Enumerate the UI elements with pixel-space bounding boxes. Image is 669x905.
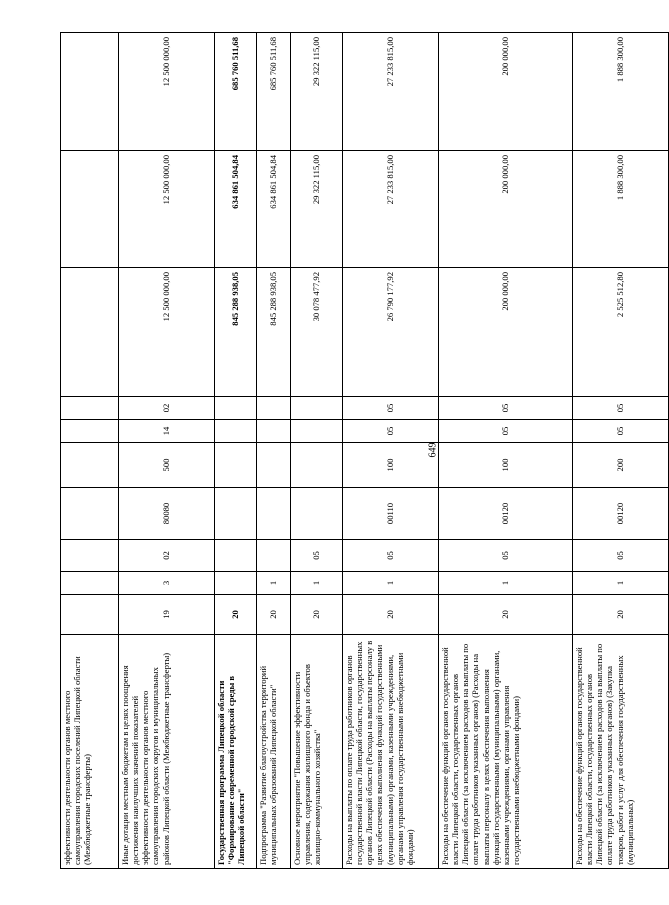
code-cell [215,443,257,488]
code-cell: 1 [291,572,343,595]
code-cell: 05 [573,540,669,572]
amount-cell: 26 790 177,92 [343,268,439,397]
code-cell [257,540,291,572]
code-cell [61,488,119,540]
code-cell: 20 [215,595,257,635]
code-cell: 00110 [343,488,439,540]
amount-cell: 634 861 504,84 [257,151,291,268]
row-description: Расходы на обеспечение функций органов государственной власти Липецкой области, государственных органов Липецкой области (за исключением расходов на выплаты по оплате труда работников указанных органов) (Закупка товаров, работ и услуг для обеспечения государственных (муниципальных) [573,635,669,869]
table-row [439,33,573,869]
rotated-table [60,33,635,869]
row-description: Расходы на выплаты по оплате труда работников органов государственной власти Липецкой области, государственных органов Липецкой области (Расходы на выплаты персоналу в целях обеспечения выполнения функций государственными (муниципальными) органами, казенными учреждениями, органами управления государственными внебюджетными фондами) [343,635,439,869]
code-cell [291,397,343,420]
table-row [573,33,669,869]
amount-cell: 845 288 938,05 [215,268,257,397]
code-cell: 02 [119,540,215,572]
code-cell: 1 [257,572,291,595]
code-cell: 19 [119,595,215,635]
code-cell [257,443,291,488]
code-cell: 05 [343,397,439,420]
code-cell [215,420,257,443]
code-cell: 100 [343,443,439,488]
page-number: 649 [427,442,439,458]
code-cell [291,443,343,488]
code-cell [61,420,119,443]
code-cell: 05 [439,420,573,443]
table-row [119,33,215,869]
code-cell [61,572,119,595]
table-row [61,33,119,869]
code-cell [291,488,343,540]
code-cell [291,420,343,443]
code-cell: 05 [439,397,573,420]
table-row [291,33,343,869]
code-cell: 3 [119,572,215,595]
code-cell [257,420,291,443]
code-cell [215,540,257,572]
table-row [343,33,439,869]
row-description: Расходы на обеспечение функций органов государственной власти Липецкой области, государственных органов Липецкой области (за исключением расходов на выплаты по оплате труда работников указанных органов) (Расходы на выплаты персоналу в целях обеспечения выполнения функций государственными (муниципальными) органами, казенными учреждениями, органами управления государственными внебюджетными фондами) [439,635,573,869]
code-cell [61,595,119,635]
code-cell [61,540,119,572]
table-row [215,33,257,869]
code-cell [215,572,257,595]
row-description: эффективности деятельности органов местного самоуправления городских поселений Липецкой области (Межбюджетные трансферты) [61,635,119,869]
code-cell: 00120 [439,488,573,540]
code-cell: 200 [573,443,669,488]
amount-cell: 2 525 512,80 [573,268,669,397]
amount-cell: 200 000,00 [439,268,573,397]
amount-cell: 12 500 000,00 [119,268,215,397]
table-row [257,33,291,869]
code-cell: 20 [573,595,669,635]
code-cell: 100 [439,443,573,488]
amount-cell: 685 760 511,68 [215,33,257,151]
code-cell: 20 [291,595,343,635]
code-cell: 500 [119,443,215,488]
amount-cell: 29 322 115,00 [291,151,343,268]
amount-cell: 200 000,00 [439,33,573,151]
row-description: Основное мероприятие "Повышение эффективности управления, содержания жилищного фонда и объектов жилищно-коммунального хозяйства" [291,635,343,869]
code-cell [257,488,291,540]
rotated-table-frame [60,33,635,869]
code-cell: 00120 [573,488,669,540]
amount-cell: 634 861 504,84 [215,151,257,268]
code-cell [61,443,119,488]
amount-cell: 30 078 477,92 [291,268,343,397]
code-cell: 05 [573,397,669,420]
code-cell: 05 [573,420,669,443]
code-cell [61,397,119,420]
code-cell [215,488,257,540]
code-cell: 05 [291,540,343,572]
amount-cell [61,151,119,268]
amount-cell [61,268,119,397]
row-description: Подпрограмма "Развитие благоустройства территорий муниципальных образований Липецкой области" [257,635,291,869]
code-cell: 20 [343,595,439,635]
code-cell: 80080 [119,488,215,540]
code-cell: 1 [573,572,669,595]
amount-cell: 200 000,00 [439,151,573,268]
table-body [61,33,669,869]
amount-cell: 27 233 815,00 [343,151,439,268]
code-cell: 20 [257,595,291,635]
amount-cell: 12 500 000,00 [119,33,215,151]
amount-cell: 1 888 300,00 [573,151,669,268]
code-cell [215,397,257,420]
amount-cell: 845 288 938,05 [257,268,291,397]
code-cell: 02 [119,397,215,420]
amount-cell: 29 322 115,00 [291,33,343,151]
amount-cell [61,33,119,151]
amount-cell: 27 233 815,00 [343,33,439,151]
code-cell: 1 [343,572,439,595]
amount-cell: 1 888 300,00 [573,33,669,151]
code-cell: 05 [343,540,439,572]
code-cell: 05 [439,540,573,572]
row-description: Иные дотации местным бюджетам в целях поощрения достижения наилучших значений показателей эффективности деятельности органов местного самоуправления городских округов и муниципальных районов Липецкой области (Межбюджетные трансферты) [119,635,215,869]
code-cell: 14 [119,420,215,443]
row-description: Государственная программа Липецкой области "Формирование современной городской среды в Липецкой области" [215,635,257,869]
budget-table [60,32,669,869]
code-cell: 1 [439,572,573,595]
amount-cell: 12 500 000,00 [119,151,215,268]
amount-cell: 685 760 511,68 [257,33,291,151]
code-cell: 20 [439,595,573,635]
code-cell [257,397,291,420]
code-cell: 05 [343,420,439,443]
